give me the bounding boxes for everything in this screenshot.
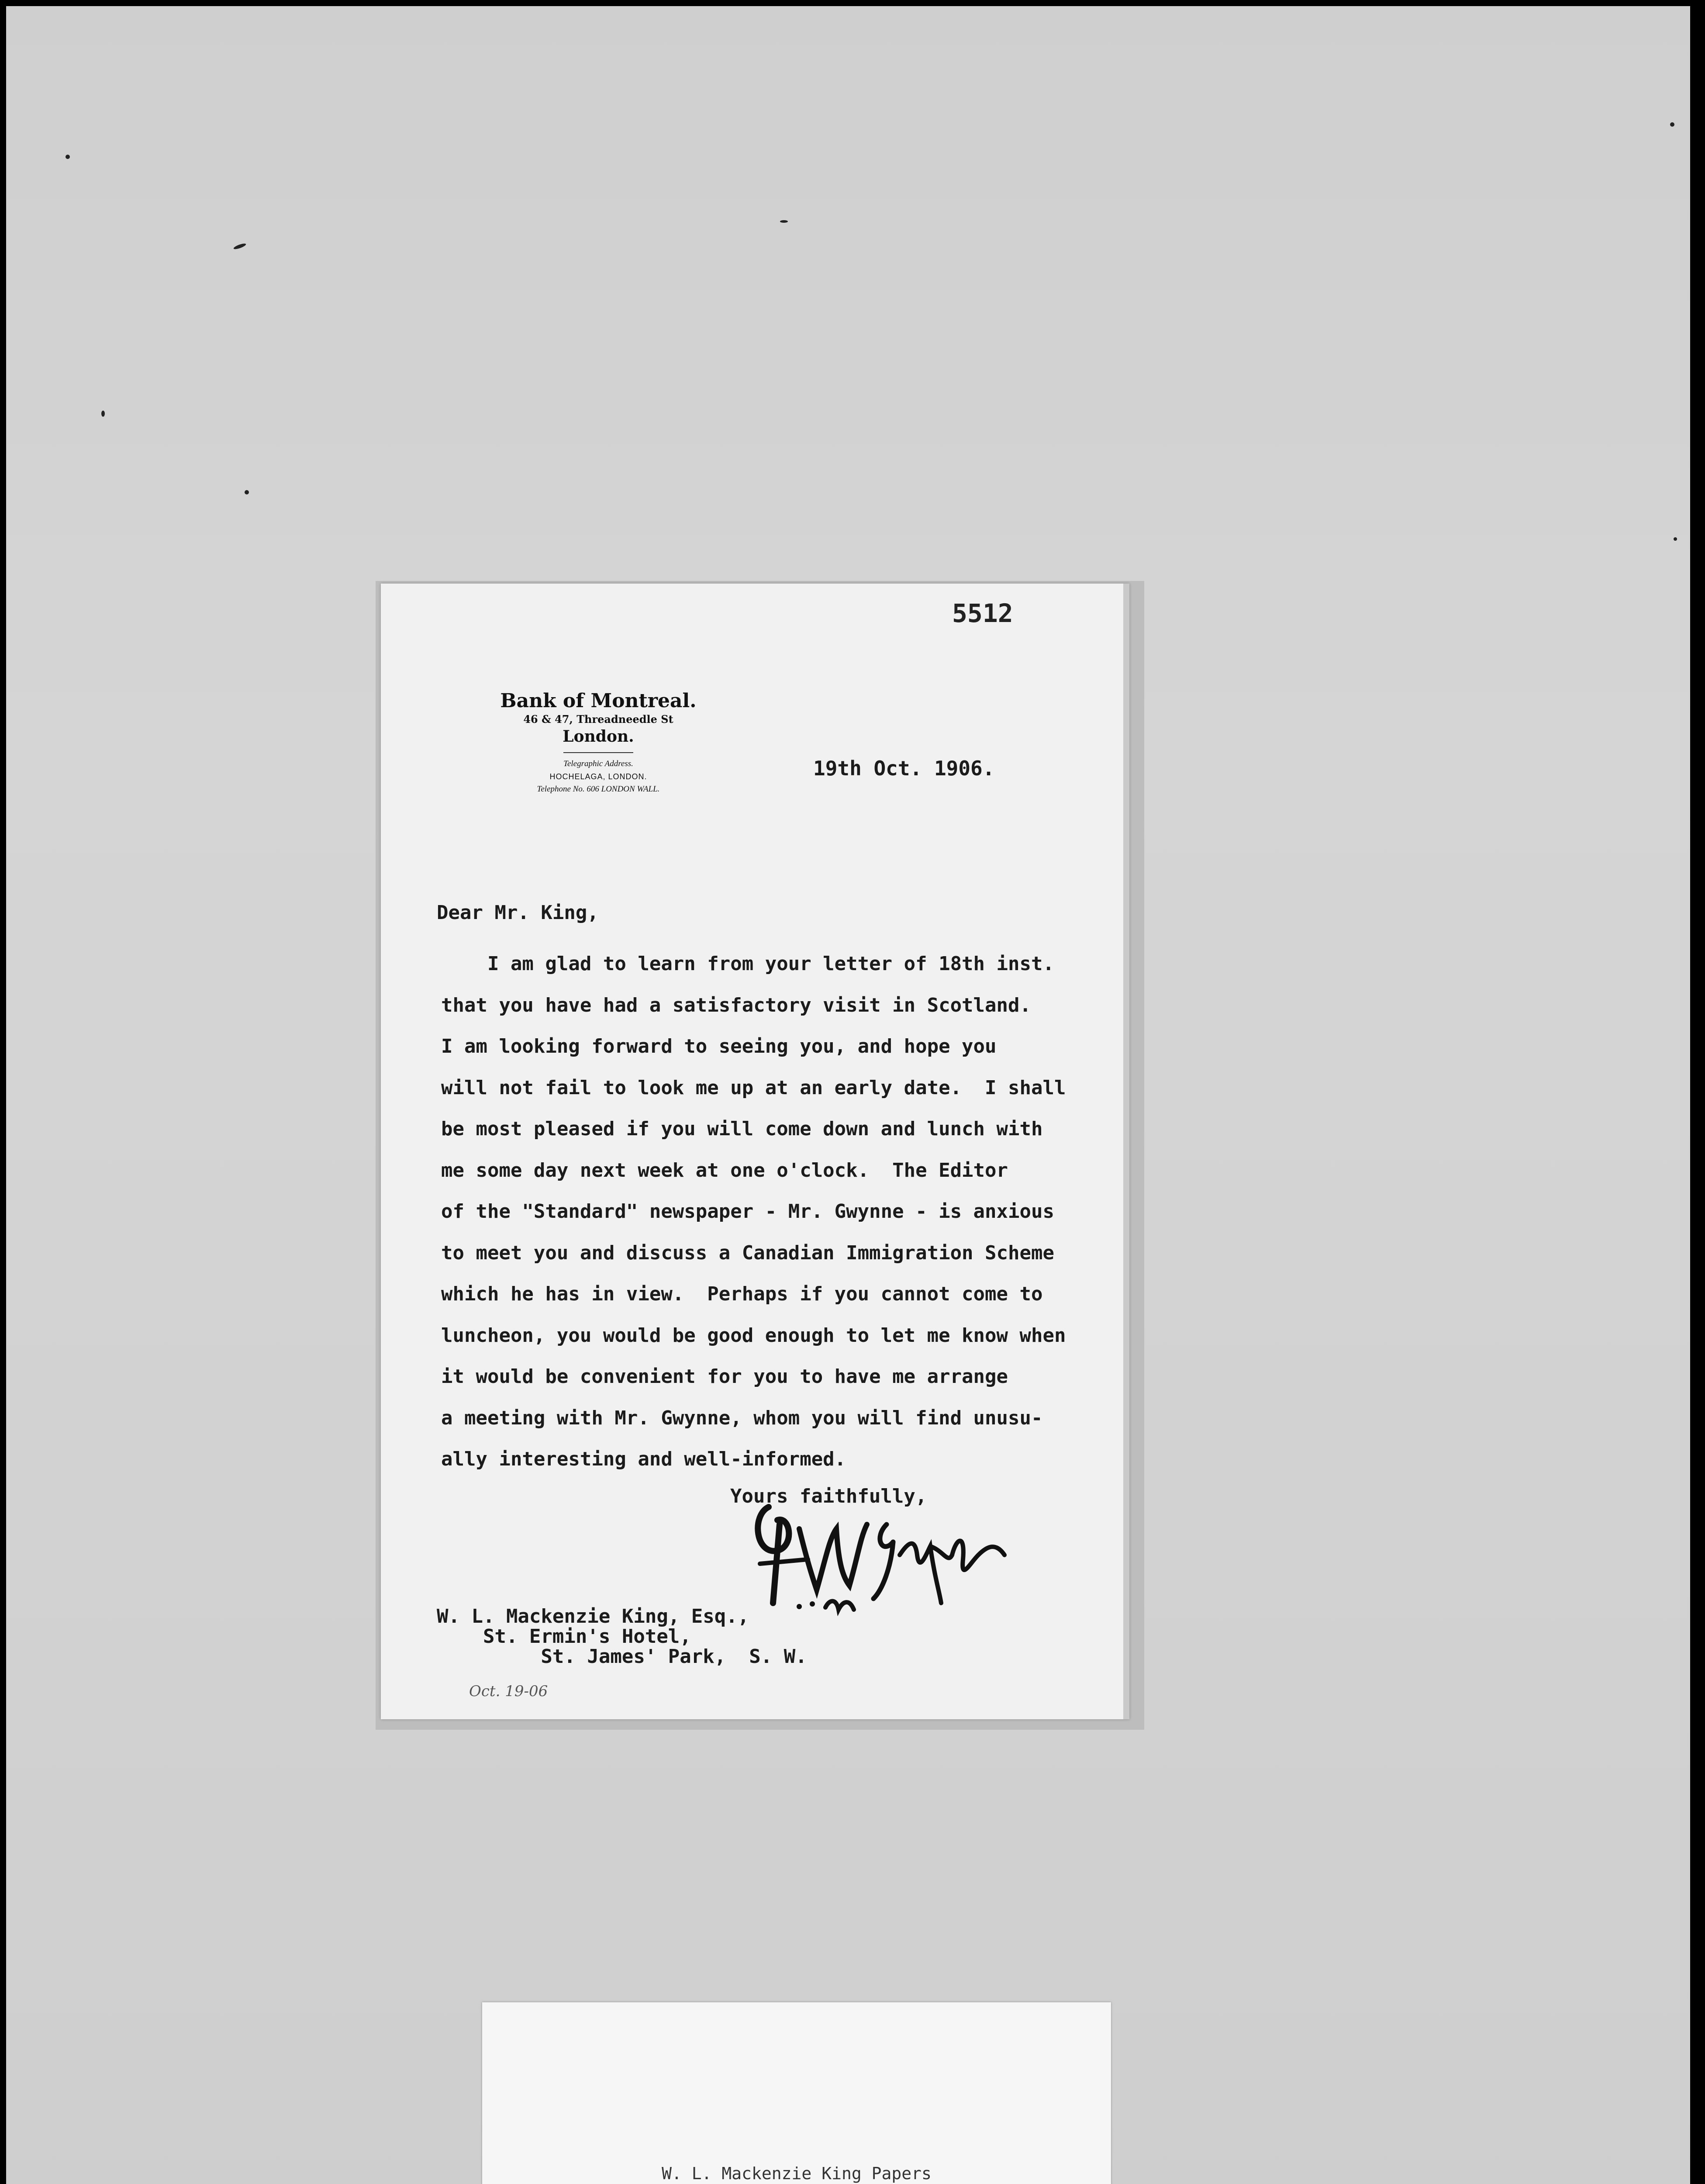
pencil-date-note: Oct. 19-06 [469,1683,548,1700]
folio-number: 5512 [952,598,1013,628]
addressee-line: St. James' Park, S. W. [437,1645,807,1668]
dust-speck [101,411,105,417]
letterhead-rule [563,752,633,753]
letter-closing: Yours faithfully, [730,1485,927,1507]
addressee-line: St. Ermin's Hotel, [437,1625,691,1648]
collection-card [482,2002,1111,2184]
body-line: it would be convenient for you to have me arrange [441,1365,1008,1388]
letterhead-address: 46 & 47, Threadneedle St [523,713,673,726]
body-line: will not fail to look me up at an early date. I shall [441,1076,1066,1099]
body-line: of the "Standard" newspaper - Mr. Gwynne - is anxious [441,1200,1054,1223]
body-line: which he has in view. Perhaps if you cannot come to [441,1283,1043,1305]
body-line: be most pleased if you will come down and lunch with [441,1118,1043,1140]
dust-speck [1674,537,1677,541]
body-line: I am looking forward to seeing you, and hope you [441,1035,997,1057]
body-line: a meeting with Mr. Gwynne, whom you will find unusu- [441,1406,1043,1429]
body-line: luncheon, you would be good enough to let me know when [441,1324,1066,1347]
letter-body [441,943,1066,1480]
body-line: to meet you and discuss a Canadian Immigration Scheme [441,1241,1054,1264]
letterhead-telephone: Telephone No. 606 LONDON WALL. [537,784,660,794]
dust-speck [1670,122,1674,127]
addressee-block [437,1607,807,1667]
letterhead-bank-name: Bank of Montreal. [500,690,697,712]
letterhead-telegraphic-label: Telegraphic Address. [563,759,633,768]
body-line: I am glad to learn from your letter of 18th inst. [441,953,1054,975]
letterhead-telegraphic-address: HOCHELAGA, LONDON. [549,772,647,781]
dust-speck [780,220,788,223]
body-line: me some day next week at one o'clock. The Editor [441,1159,1008,1182]
letterhead [485,690,712,796]
collection-name: W. L. Mackenzie King Papers [662,2164,932,2183]
letter-salutation: Dear Mr. King, [437,902,599,924]
dust-speck [245,490,249,494]
addressee-line: W. L. Mackenzie King, Esq., [437,1605,749,1628]
letter-date: 19th Oct. 1906. [813,757,995,780]
body-line: that you have had a satisfactory visit in Scotland. [441,994,1032,1016]
dust-speck [66,155,70,159]
body-line: ally interesting and well-informed. [441,1448,846,1470]
letterhead-city: London. [563,727,634,746]
